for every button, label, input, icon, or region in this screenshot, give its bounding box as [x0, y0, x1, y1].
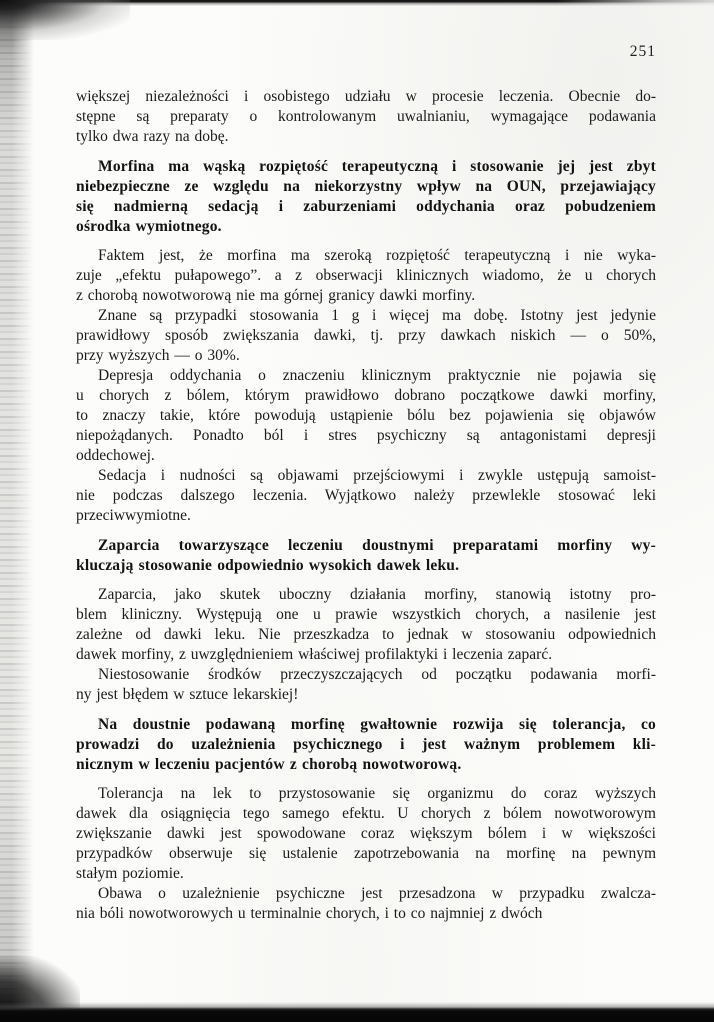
- text-line: Depresja oddychania o znaczeniu klinicznym praktycznie nie pojawia się: [98, 367, 656, 384]
- body-paragraph: [76, 87, 656, 147]
- body-paragraph: [76, 366, 656, 466]
- text-line: nie podczas dalszego leczenia. Wyjątkowo należy przewlekle stosować leki: [76, 487, 656, 504]
- text-line: Zaparcia, jako skutek uboczny działania morfiny, stanowią istotny pro-: [98, 586, 656, 603]
- scan-edge-bottom: [0, 1002, 714, 1022]
- key-statement-paragraph: [76, 157, 656, 237]
- text-line: Tolerancja na lek to przystosowanie się organizmu do coraz wyższych: [98, 785, 656, 802]
- text-line: Niestosowanie środków przeczyszczających od początku podawania morfi-: [98, 666, 656, 683]
- text-line: większej niezależności i osobistego udziału w procesie leczenia. Obecnie do-: [76, 88, 656, 105]
- binding-shadow: [0, 0, 34, 1022]
- body-paragraph: [76, 306, 656, 366]
- text-line: Sedacja i nudności są objawami przejściowymi i zwykle ustępują samoist-: [98, 467, 656, 484]
- text-line: to znaczy takie, które powodują ustąpienie bólu bez pojawienia się objawów: [76, 407, 656, 424]
- text-line: tylko dwa razy na dobę.: [76, 128, 229, 145]
- text-line: stępne są preparaty o kontrolowanym uwalnianiu, wymagające podawania: [76, 108, 656, 125]
- key-statement-paragraph: [76, 715, 656, 775]
- body-paragraph: [76, 466, 656, 526]
- text-line: Faktem jest, że morfina ma szeroką rozpiętość terapeutyczną i nie wyka-: [98, 247, 656, 264]
- text-line: nicznym w leczeniu pacjentów z chorobą nowotworową.: [76, 756, 462, 773]
- text-line: dawek morfiny, z uwzględnieniem właściwej profilaktyki i leczenia zaparć.: [76, 646, 553, 663]
- page-number: 251: [629, 43, 656, 60]
- text-line: Na doustnie podawaną morfinę gwałtownie rozwija się tolerancja, co: [98, 716, 656, 733]
- text-line: przy wyższych — o 30%.: [76, 347, 240, 364]
- text-line: zwiększanie dawki jest spowodowane coraz większym bólem i w większości: [76, 825, 656, 842]
- text-line: Obawa o uzależnienie psychiczne jest przesadzona w przypadku zwalcza-: [98, 885, 656, 902]
- text-line: niebezpieczne ze względu na niekorzystny wpływ na OUN, przejawiający: [76, 178, 656, 195]
- key-statement-paragraph: [76, 536, 656, 576]
- text-line: przeciwwymiotne.: [76, 507, 191, 524]
- body-paragraph: [76, 665, 656, 705]
- text-line: prowadzi do uzależnienia psychicznego i jest ważnym problemem kli-: [76, 736, 656, 753]
- text-line: z chorobą nowotworową nie ma górnej granicy dawki morfiny.: [76, 287, 476, 304]
- text-line: niepożądanych. Ponadto ból i stres psychiczny są antagonistami depresji: [76, 427, 656, 444]
- body-paragraph: [76, 884, 656, 924]
- body-paragraph: [76, 585, 656, 665]
- text-line: Zaparcia towarzyszące leczeniu doustnymi preparatami morfiny wy-: [98, 537, 656, 554]
- text-line: prawidłowy sposób zwiększania dawki, tj. przy dawkach niskich — o 50%,: [76, 327, 656, 344]
- text-line: dawek dla osiągnięcia tego samego efektu. U chorych z bólem nowotworowym: [76, 805, 656, 822]
- text-line: nia bóli nowotworowych u terminalnie chorych, i to co najmniej z dwóch: [76, 905, 543, 922]
- body-paragraph: [76, 784, 656, 884]
- text-column: [76, 87, 656, 924]
- text-line: się nadmierną sedacją i zaburzeniami oddychania oraz pobudzeniem: [76, 198, 656, 215]
- text-line: kluczają stosowanie odpowiednio wysokich dawek leku.: [76, 557, 460, 574]
- text-line: blem kliniczny. Występują one u prawie wszystkich chorych, a nasilenie jest: [76, 606, 656, 623]
- text-line: ośrodka wymiotnego.: [76, 218, 222, 235]
- body-paragraph: [76, 246, 656, 306]
- text-line: Znane są przypadki stosowania 1 g i więcej ma dobę. Istotny jest jedynie: [98, 307, 656, 324]
- text-line: zuje „efektu pułapowego”. a z obserwacji klinicznych wiadomo, że u chorych: [76, 267, 656, 284]
- text-line: oddechowej.: [76, 447, 155, 464]
- text-line: stałym poziomie.: [76, 865, 184, 882]
- text-line: przypadków obserwuje się ustalenie zapotrzebowania na morfinę na pewnym: [76, 845, 656, 862]
- text-line: Morfina ma wąską rozpiętość terapeutyczną i stosowanie jej jest zbyt: [98, 158, 656, 175]
- text-line: u chorych z bólem, którym prawidłowo dobrano początkowe dawki morfiny,: [76, 387, 656, 404]
- text-line: zależne od dawki leku. Nie przeszkadza to jednak w stosowaniu odpowiednich: [76, 626, 656, 643]
- scan-shadow-top-left: [0, 0, 130, 40]
- text-line: ny jest błędem w sztuce lekarskiej!: [76, 686, 299, 703]
